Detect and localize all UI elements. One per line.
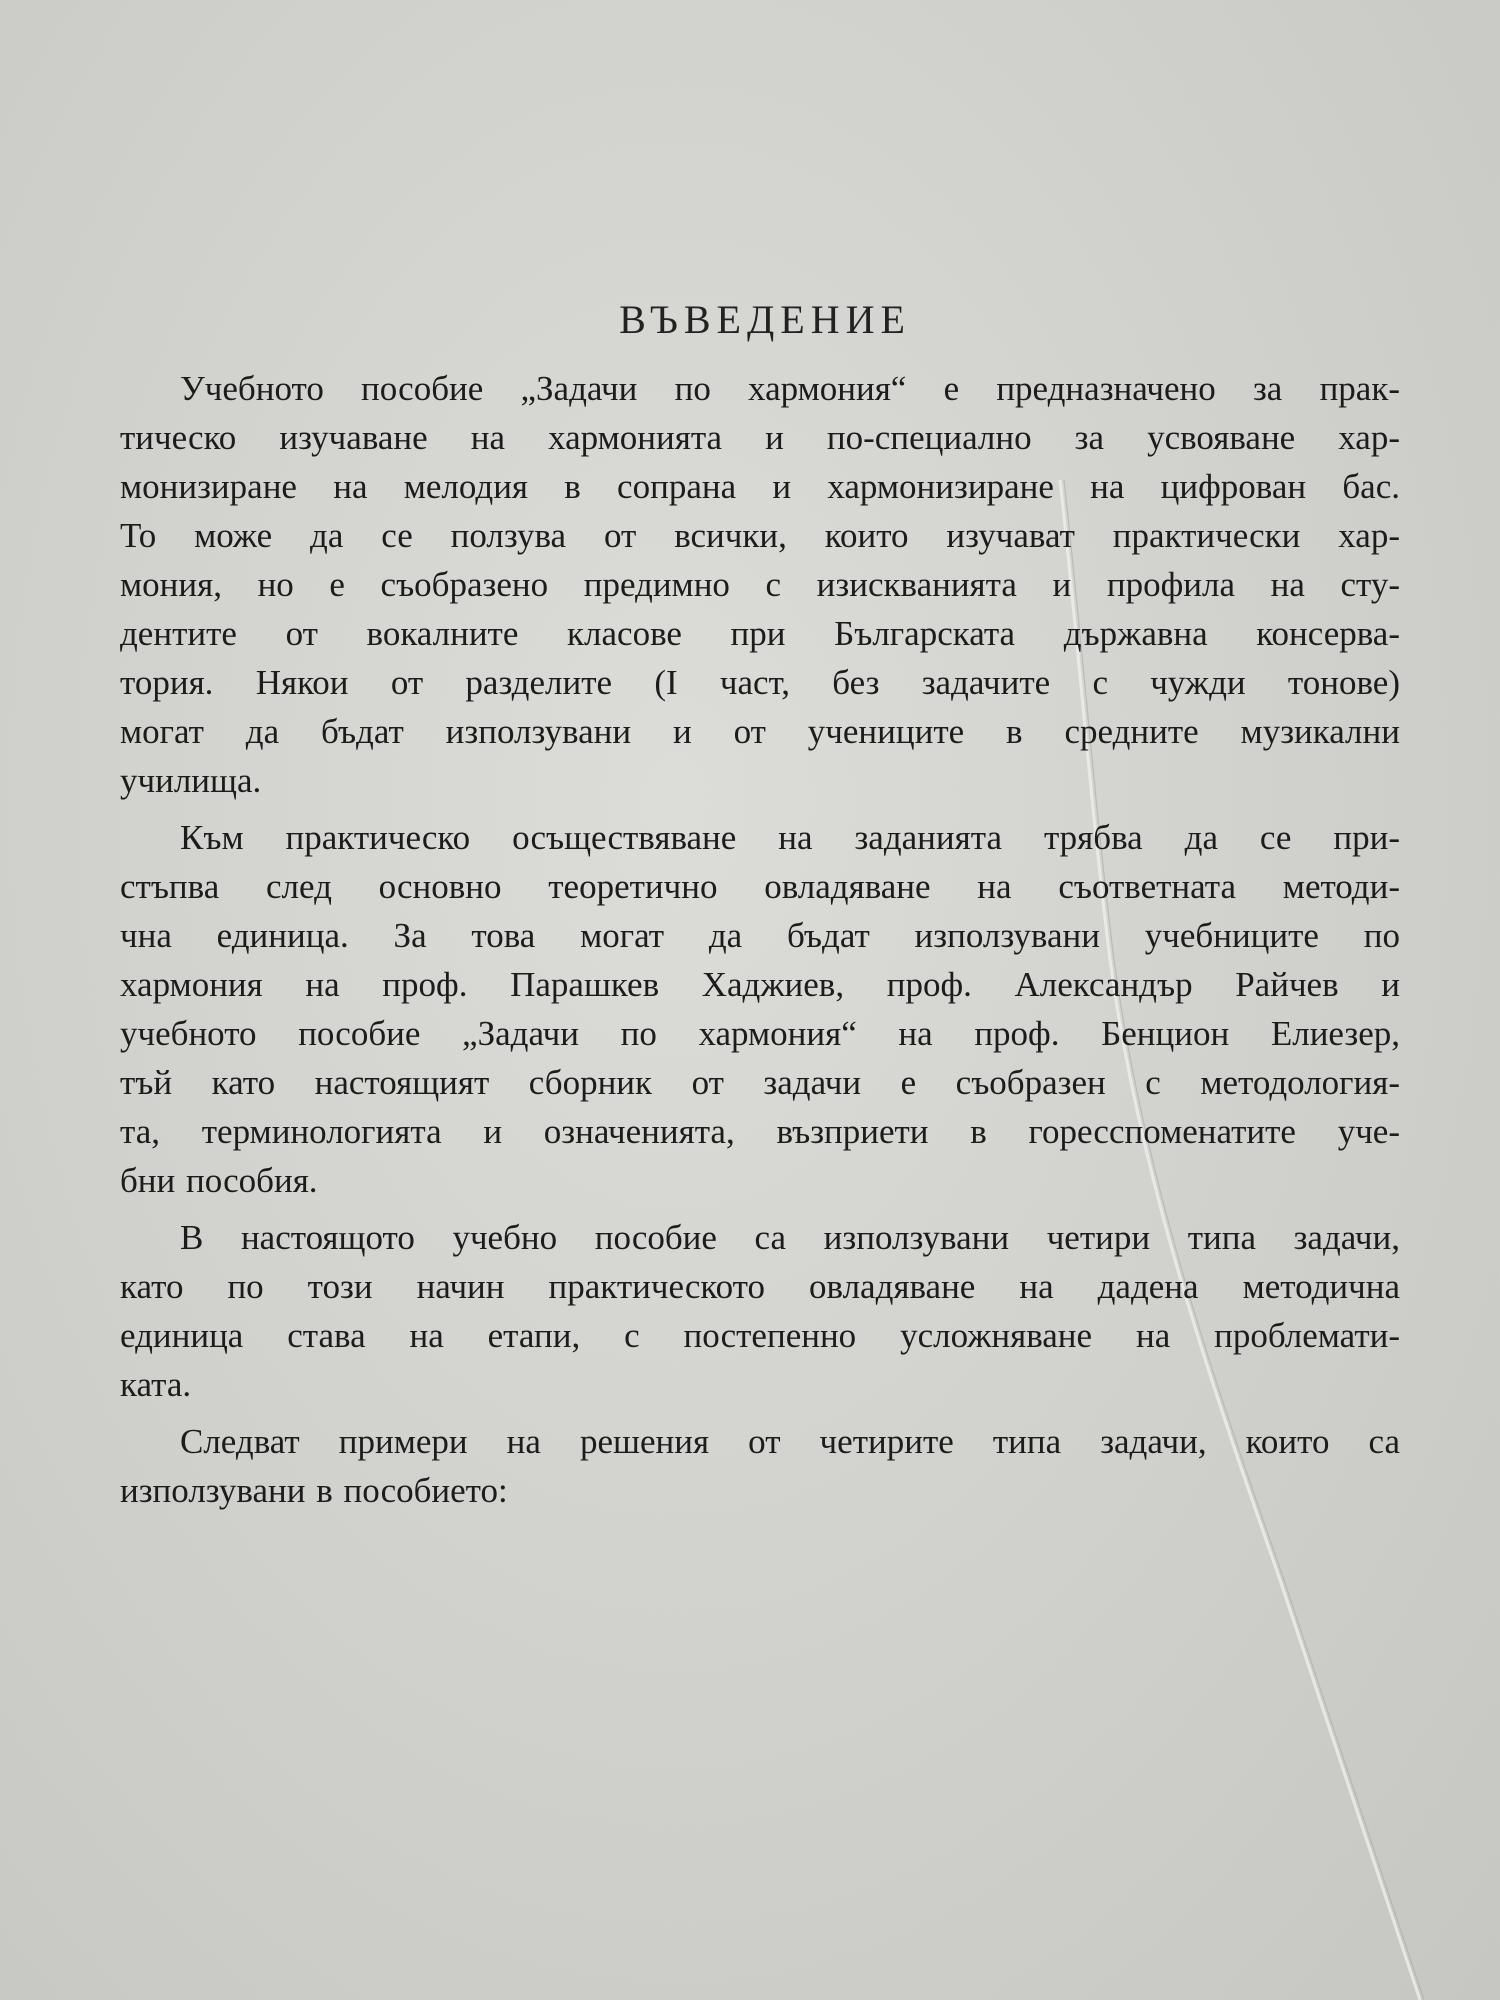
text-line: използувани в пособието: xyxy=(120,1471,508,1510)
text-line: чна единица. За това могат да бъдат използувани учебниците по xyxy=(120,916,1400,955)
paragraph-2 xyxy=(120,813,1400,1205)
text-line: ката. xyxy=(120,1365,192,1404)
text-line: единица става на етапи, с постепенно усложняване на проблемати- xyxy=(120,1316,1400,1355)
text-line: Към практическо осъществяване на заданията трябва да се при- xyxy=(180,818,1400,857)
paragraph-4 xyxy=(120,1417,1400,1515)
text-line: Учебното пособие „Задачи по хармония“ е предназначено за прак- xyxy=(180,369,1400,408)
text-line: тъй като настоящият сборник от задачи е съобразен с методология- xyxy=(120,1063,1400,1102)
text-line: бни пособия. xyxy=(120,1161,318,1200)
text-line: та, терминологията и означенията, възприети в горесспоменатите уче- xyxy=(120,1112,1400,1151)
text-line: училища. xyxy=(120,761,262,800)
text-line: В настоящото учебно пособие са използувани четири типа задачи, xyxy=(180,1218,1400,1257)
text-line: тическо изучаване на хармонията и по-специално за усвояване хар- xyxy=(120,418,1400,457)
text-line: тория. Някои от разделите (I част, без задачите с чужди тонове) xyxy=(120,663,1400,702)
paragraph-3 xyxy=(120,1213,1400,1409)
text-line: То може да се ползува от всички, които изучават практически хар- xyxy=(120,516,1400,555)
text-line: стъпва след основно теоретично овладяване на съответната методи- xyxy=(120,867,1400,906)
text-line: мония, но е съобразено предимно с изискванията и профила на сту- xyxy=(120,565,1400,604)
paragraph-1 xyxy=(120,364,1400,805)
text-line: монизиране на мелодия в сопрана и хармонизиране на цифрован бас. xyxy=(120,467,1400,506)
text-line: като по този начин практическото овладяване на дадена методична xyxy=(120,1267,1400,1306)
text-line: учебното пособие „Задачи по хармония“ на проф. Бенцион Елиезер, xyxy=(120,1014,1400,1053)
page-title: ВЪВЕДЕНИЕ xyxy=(619,297,911,342)
text-line: дентите от вокалните класове при Българската държавна консерва- xyxy=(120,614,1400,653)
text-line: могат да бъдат използувани и от учениците в средните музикални xyxy=(120,712,1400,751)
text-line: хармония на проф. Парашкев Хаджиев, проф. Александър Райчев и xyxy=(120,965,1400,1004)
text-line: Следват примери на решения от четирите типа задачи, които са xyxy=(180,1422,1400,1461)
introduction-text xyxy=(120,364,1400,1523)
